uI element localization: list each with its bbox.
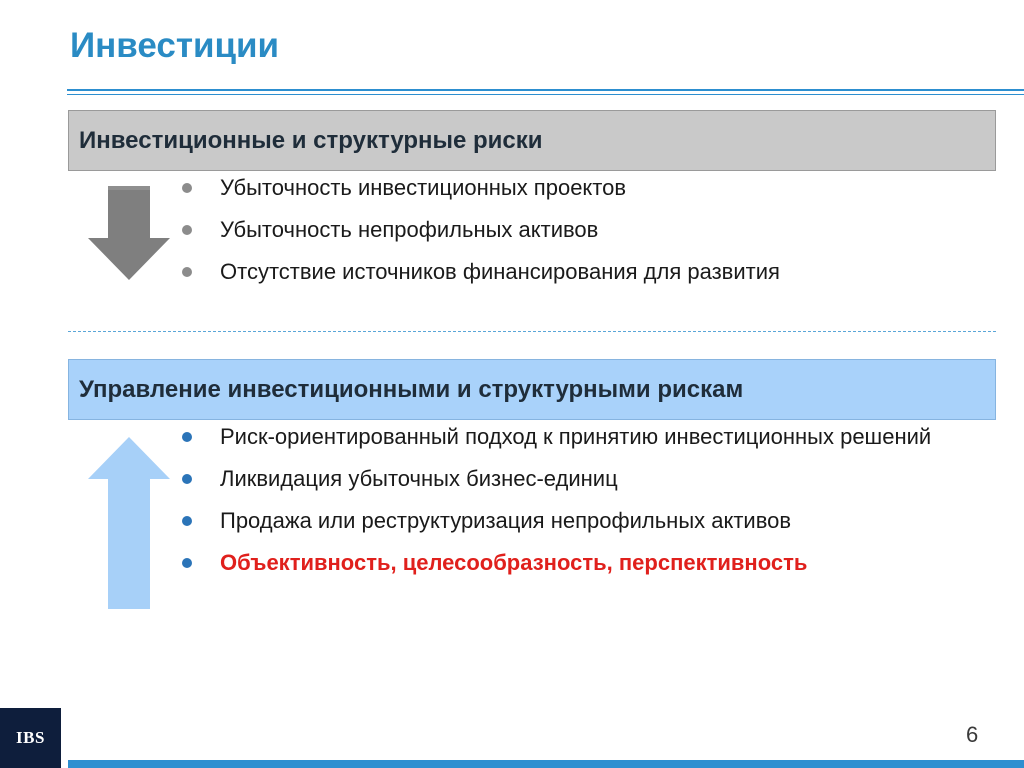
management-list [180,424,980,592]
bullet-icon [182,267,192,277]
bullet-icon [182,558,192,568]
management-heading: Управление инвестиционными и структурными рискам [79,375,744,403]
bullet-icon [182,516,192,526]
logo-text: IBS [16,728,45,747]
list-item: Риск-ориентированный подход к принятию инвестиционных решений [180,424,980,450]
list-item: Продажа или реструктуризация непрофильных активов [180,508,980,534]
emphasis-list-item: Объективность, целесообразность, перспективность [180,550,980,576]
management-section-header [68,359,996,420]
bullet-icon [182,432,192,442]
section-divider [68,331,996,332]
list-item: Убыточность непрофильных активов [180,217,1000,243]
list-item: Убыточность инвестиционных проектов [180,175,1000,201]
up-arrow-icon [88,437,170,609]
risks-section-header [68,110,996,171]
down-arrow-icon [88,186,170,280]
page-number: 6 [966,722,979,747]
bullet-icon [182,225,192,235]
title-underline-thin [67,94,1024,95]
list-item: Отсутствие источников финансирования для развития [180,259,1000,285]
risks-list [180,175,1000,301]
list-item: Ликвидация убыточных бизнес-единиц [180,466,980,492]
bullet-icon [182,474,192,484]
title-underline [67,89,1024,91]
ibs-logo [0,708,61,768]
footer-bar [68,760,1024,768]
bullet-icon [182,183,192,193]
slide-title: Инвестиции [70,26,280,65]
risks-heading: Инвестиционные и структурные риски [79,126,543,154]
